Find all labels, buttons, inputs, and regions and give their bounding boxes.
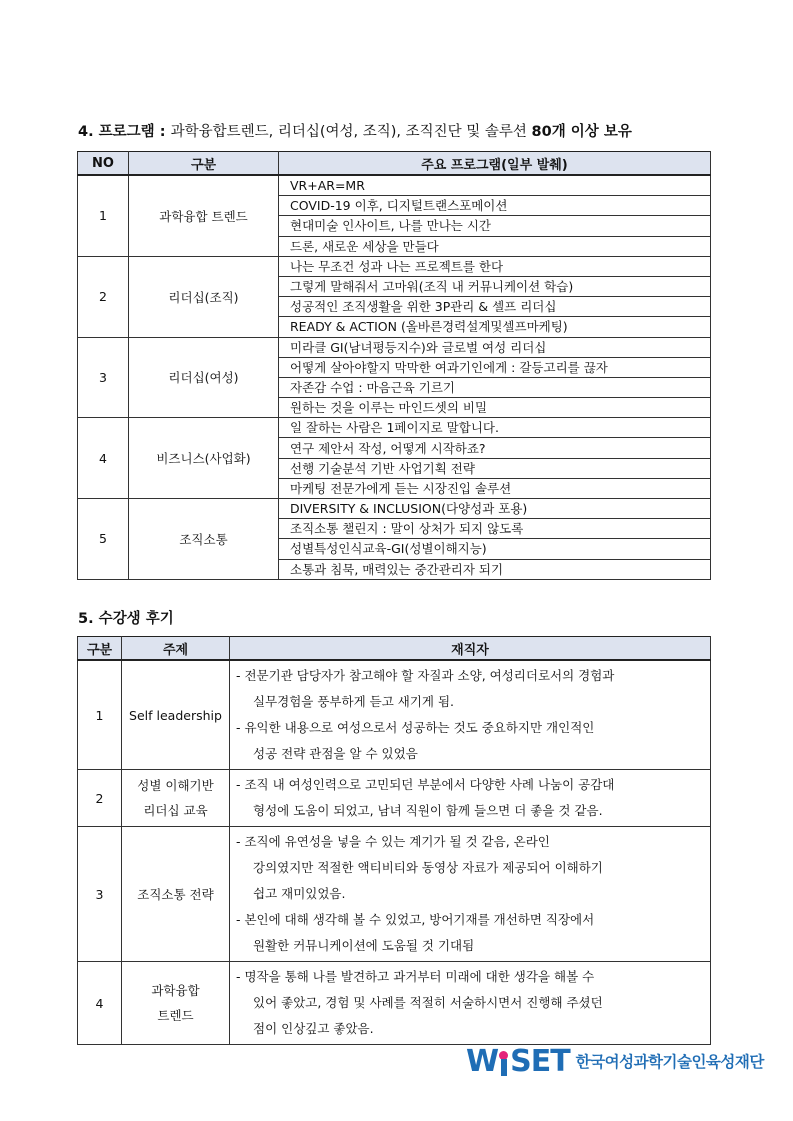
review-topic-line: 트렌드	[157, 1008, 194, 1023]
program-name: 소통과 침묵, 매력있는 중간관리자 되기	[279, 559, 711, 579]
program-name: 원하는 것을 이루는 마인드셋의 비밀	[279, 398, 711, 418]
review-row	[78, 660, 711, 770]
program-name: VR+AR=MR	[279, 175, 711, 196]
program-name: 성공적인 조직생활을 위한 3P관리 & 셀프 리더십	[279, 297, 711, 317]
program-name: 선행 기술분석 기반 사업기획 전략	[279, 458, 711, 478]
organization-name: 한국여성과학기술인육성재단	[575, 1053, 764, 1071]
group-number: 4	[78, 418, 129, 499]
review-line: 강의였지만 적절한 액티비티와 동영상 자료가 제공되어 이해하기	[253, 860, 603, 875]
header-division: 구분	[78, 637, 122, 661]
program-name: READY & ACTION (올바른경력설계및셀프마케팅)	[279, 317, 711, 337]
header-programs: 주요 프로그램(일부 발췌)	[279, 152, 711, 176]
header-topic: 주제	[122, 637, 230, 661]
review-line: 원활한 커뮤니케이션에 도움될 것 기대됨	[253, 938, 475, 953]
program-name: 그렇게 말해줘서 고마워(조직 내 커뮤니케이션 학습)	[279, 276, 711, 296]
review-text	[230, 660, 711, 770]
group-category: 조직소통	[129, 499, 279, 580]
review-text	[230, 827, 711, 962]
review-text	[230, 962, 711, 1045]
review-text	[230, 770, 711, 827]
review-line: - 전문기관 담당자가 참고해야 할 자질과 소양, 여성리더로서의 경험과	[236, 668, 615, 683]
review-topic-line: 성별 이해기반	[137, 778, 214, 793]
review-line: 쉽고 재미있었음.	[253, 886, 346, 901]
program-row	[78, 337, 711, 357]
logo-letters-set: SET	[510, 1043, 570, 1079]
header-category: 구분	[129, 152, 279, 176]
program-name: 현대미술 인사이트, 나를 만나는 시간	[279, 216, 711, 236]
review-line: - 유익한 내용으로 여성으로서 성공하는 것도 중요하지만 개인적인	[236, 720, 595, 735]
header-employee: 재직자	[230, 637, 711, 661]
review-topic	[122, 660, 230, 770]
review-number: 3	[78, 827, 122, 962]
review-row	[78, 770, 711, 827]
program-name: 성별특성인식교육-GI(성별이해지능)	[279, 539, 711, 559]
header-no: NO	[78, 152, 129, 176]
review-line: 실무경험을 풍부하게 듣고 새기게 됨.	[253, 694, 454, 709]
review-line: - 조직에 유연성을 넣을 수 있는 계기가 될 것 같음, 온라인	[236, 834, 550, 849]
section5-title: 5. 수강생 후기	[78, 611, 174, 627]
program-name: 어떻게 살아야할지 막막한 여과기인에게 : 갈등고리를 끊자	[279, 357, 711, 377]
program-name: COVID-19 이후, 디지털트랜스포메이션	[279, 196, 711, 216]
review-number: 1	[78, 660, 122, 770]
program-row	[78, 256, 711, 276]
program-name: 일 잘하는 사람은 1페이지로 말합니다.	[279, 418, 711, 438]
program-name: 나는 무조건 성과 나는 프로젝트를 한다	[279, 256, 711, 276]
group-number: 1	[78, 175, 129, 256]
program-name: 드론, 새로운 세상을 만들다	[279, 236, 711, 256]
program-row	[78, 499, 711, 519]
program-table-header	[78, 152, 711, 176]
group-number: 2	[78, 256, 129, 337]
review-line: - 조직 내 여성인력으로 고민되던 부분에서 다양한 사례 나눔이 공감대	[236, 777, 615, 792]
review-topic	[122, 770, 230, 827]
review-line: - 명작을 통해 나를 발견하고 과거부터 미래에 대한 생각을 해볼 수	[236, 969, 595, 984]
section4-title-prefix: 4. 프로그램 :	[78, 124, 171, 140]
review-line: 점이 인상깊고 좋았음.	[253, 1021, 374, 1036]
review-topic-line: Self leadership	[129, 707, 222, 723]
review-topic-line: 리더십 교육	[143, 803, 208, 818]
program-name: 미라클 GI(남녀평등지수)와 글로벌 여성 리더십	[279, 337, 711, 357]
review-number: 2	[78, 770, 122, 827]
section4-title-count: 80개 이상 보유	[531, 124, 632, 140]
program-table	[77, 151, 711, 580]
program-name: DIVERSITY & INCLUSION(다양성과 포용)	[279, 499, 711, 519]
program-name: 조직소통 챌린지 : 말이 상처가 되지 않도록	[279, 519, 711, 539]
logo-letter-i	[499, 1049, 509, 1079]
group-category: 리더십(조직)	[129, 256, 279, 337]
review-table-header	[78, 637, 711, 661]
review-line: 형성에 도움이 되었고, 남녀 직원이 함께 들으면 더 좋을 것 같음.	[253, 803, 603, 818]
section4-title-body: 과학융합트렌드, 리더십(여성, 조직), 조직진단 및 솔루션	[170, 124, 532, 140]
program-name: 마케팅 전문가에게 듣는 시장진입 솔루션	[279, 478, 711, 498]
program-name: 연구 제안서 작성, 어떻게 시작하죠?	[279, 438, 711, 458]
review-line: 있어 좋았고, 경험 및 사례를 적절히 서술하시면서 진행해 주셨던	[253, 995, 603, 1010]
review-topic	[122, 827, 230, 962]
program-name: 자존감 수업 : 마음근육 기르기	[279, 377, 711, 397]
group-category: 비즈니스(사업화)	[129, 418, 279, 499]
wiset-logo-mark	[466, 1044, 570, 1079]
review-number: 4	[78, 962, 122, 1045]
group-category: 과학융합 트렌드	[129, 175, 279, 256]
review-row	[78, 962, 711, 1045]
wiset-logo	[466, 1044, 764, 1078]
review-table	[77, 636, 711, 1045]
program-row	[78, 175, 711, 196]
group-number: 5	[78, 499, 129, 580]
review-line: 성공 전략 관점을 알 수 있었음	[253, 746, 418, 761]
group-number: 3	[78, 337, 129, 418]
program-row	[78, 418, 711, 438]
section4-title	[78, 120, 632, 141]
review-topic	[122, 962, 230, 1045]
logo-letter-w: W	[466, 1043, 499, 1079]
review-topic-line: 조직소통 전략	[137, 886, 214, 902]
review-line: - 본인에 대해 생각해 볼 수 있었고, 방어기재를 개선하면 직장에서	[236, 912, 595, 927]
review-topic-line: 과학융합	[151, 983, 200, 998]
review-row	[78, 827, 711, 962]
group-category: 리더십(여성)	[129, 337, 279, 418]
